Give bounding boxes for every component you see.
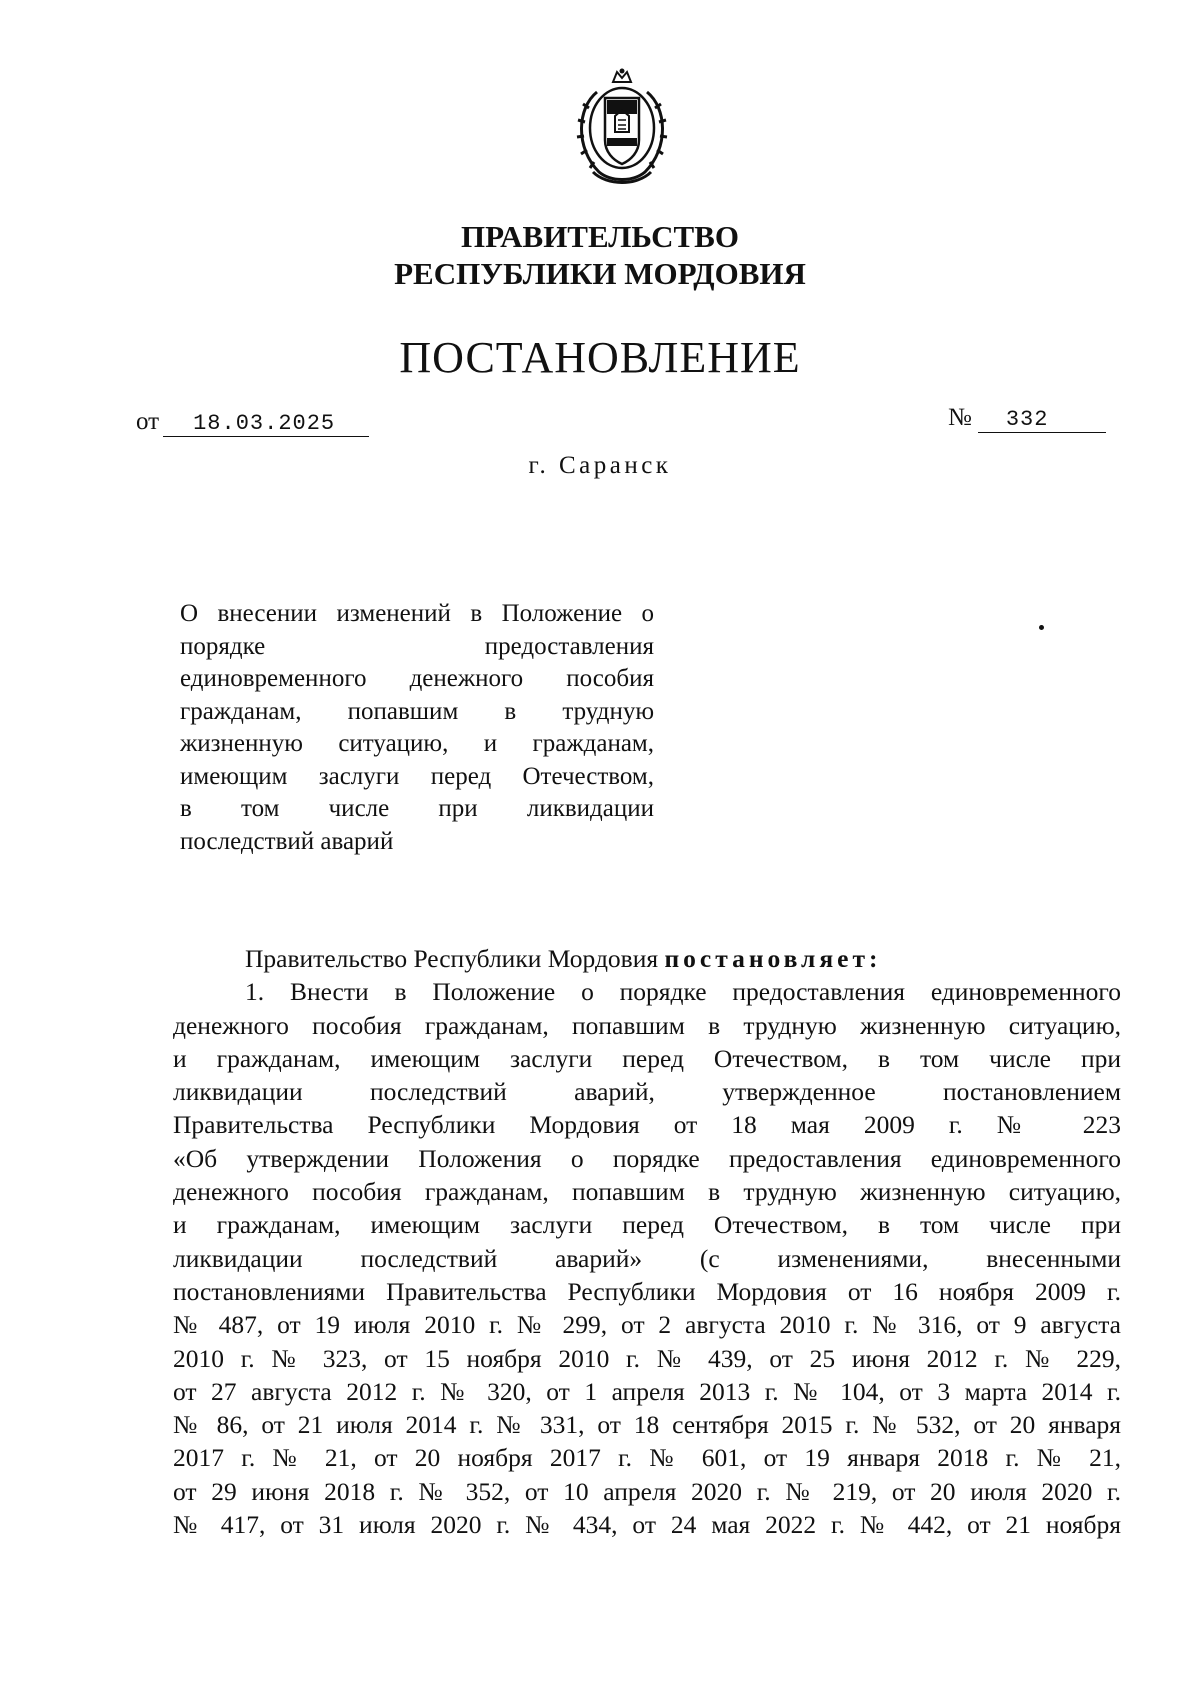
coat-of-arms-emblem	[567, 68, 677, 190]
city: г. Саранск	[528, 452, 672, 479]
body-line: денежного пособия гражданам, попавшим в трудную жизненную ситуацию,	[173, 1177, 1121, 1207]
body-line: ликвидации последствий аварий, утвержденное постановлением	[173, 1077, 1121, 1107]
subject-line: гражданам, попавшим в трудную	[180, 697, 654, 725]
body-line: № 417, от 31 июля 2020 г. № 434, от 24 мая 2022 г. № 442, от 21 ноября	[173, 1510, 1121, 1540]
number-field	[948, 404, 1106, 433]
body-line: № 86, от 21 июля 2014 г. № 331, от 18 сентября 2015 г. № 532, от 20 января	[173, 1410, 1121, 1440]
preamble-emphasis: постановляет:	[664, 944, 882, 973]
subject-line: единовременного денежного пособия	[180, 665, 654, 692]
body-line: «Об утверждении Положения о порядке предоставления единовременного	[173, 1143, 1121, 1173]
date-field	[136, 408, 369, 437]
body-line: № 487, от 19 июля 2010 г. № 299, от 2 августа 2010 г. № 316, от 9 августа	[173, 1310, 1121, 1340]
body-line: 2010 г. № 323, от 15 ноября 2010 г. № 439, от 25 июня 2012 г. № 229,	[173, 1343, 1121, 1373]
number-value: 332	[978, 407, 1106, 433]
government-title	[0, 218, 1200, 292]
body-line: 1. Внести в Положение о порядке предоставления единовременного	[245, 977, 1121, 1007]
body-line: от 29 июня 2018 г. № 352, от 10 апреля 2020 г. № 219, от 20 июля 2020 г.	[173, 1476, 1121, 1506]
number-prefix: №	[948, 404, 972, 431]
subject-line: О внесении изменений в Положение о	[180, 600, 654, 627]
org-line-2: РЕСПУБЛИКИ МОРДОВИЯ	[394, 256, 806, 291]
date-prefix: от	[136, 408, 160, 435]
preamble-text: Правительство Республики Мордовия	[245, 944, 659, 973]
body-line: постановлениями Правительства Республики Мордовия от 16 ноября 2009 г.	[173, 1276, 1121, 1306]
subject-line: порядке предоставления	[180, 632, 654, 660]
body-line: и гражданам, имеющим заслуги перед Отечеством, в том числе при	[173, 1043, 1121, 1073]
document-type: ПОСТАНОВЛЕНИЕ	[399, 333, 801, 382]
body-line: от 27 августа 2012 г. № 320, от 1 апреля 2013 г. № 104, от 3 марта 2014 г.	[173, 1376, 1121, 1406]
preamble	[173, 942, 1121, 975]
body-line: Правительства Республики Мордовия от 18 мая 2009 г. № 223	[173, 1110, 1121, 1140]
stray-mark	[1039, 625, 1044, 630]
subject-line: в том числе при ликвидации	[180, 795, 654, 822]
document-subject	[180, 598, 654, 858]
date-value: 18.03.2025	[163, 411, 369, 437]
body-line: 2017 г. № 21, от 20 ноября 2017 г. № 601, от 19 января 2018 г. № 21,	[173, 1443, 1121, 1473]
body-line: и гражданам, имеющим заслуги перед Отечеством, в том числе при	[173, 1210, 1121, 1240]
subject-line: имеющим заслуги перед Отечеством,	[180, 762, 654, 790]
org-line-1: ПРАВИТЕЛЬСТВО	[461, 219, 739, 254]
document-body	[173, 942, 1121, 1541]
body-line: ликвидации последствий аварий» (с изменениями, внесенными	[173, 1243, 1121, 1273]
subject-line: последствий аварий	[180, 827, 394, 855]
body-line: денежного пособия гражданам, попавшим в трудную жизненную ситуацию,	[173, 1010, 1121, 1040]
subject-line: жизненную ситуацию, и гражданам,	[180, 730, 654, 757]
